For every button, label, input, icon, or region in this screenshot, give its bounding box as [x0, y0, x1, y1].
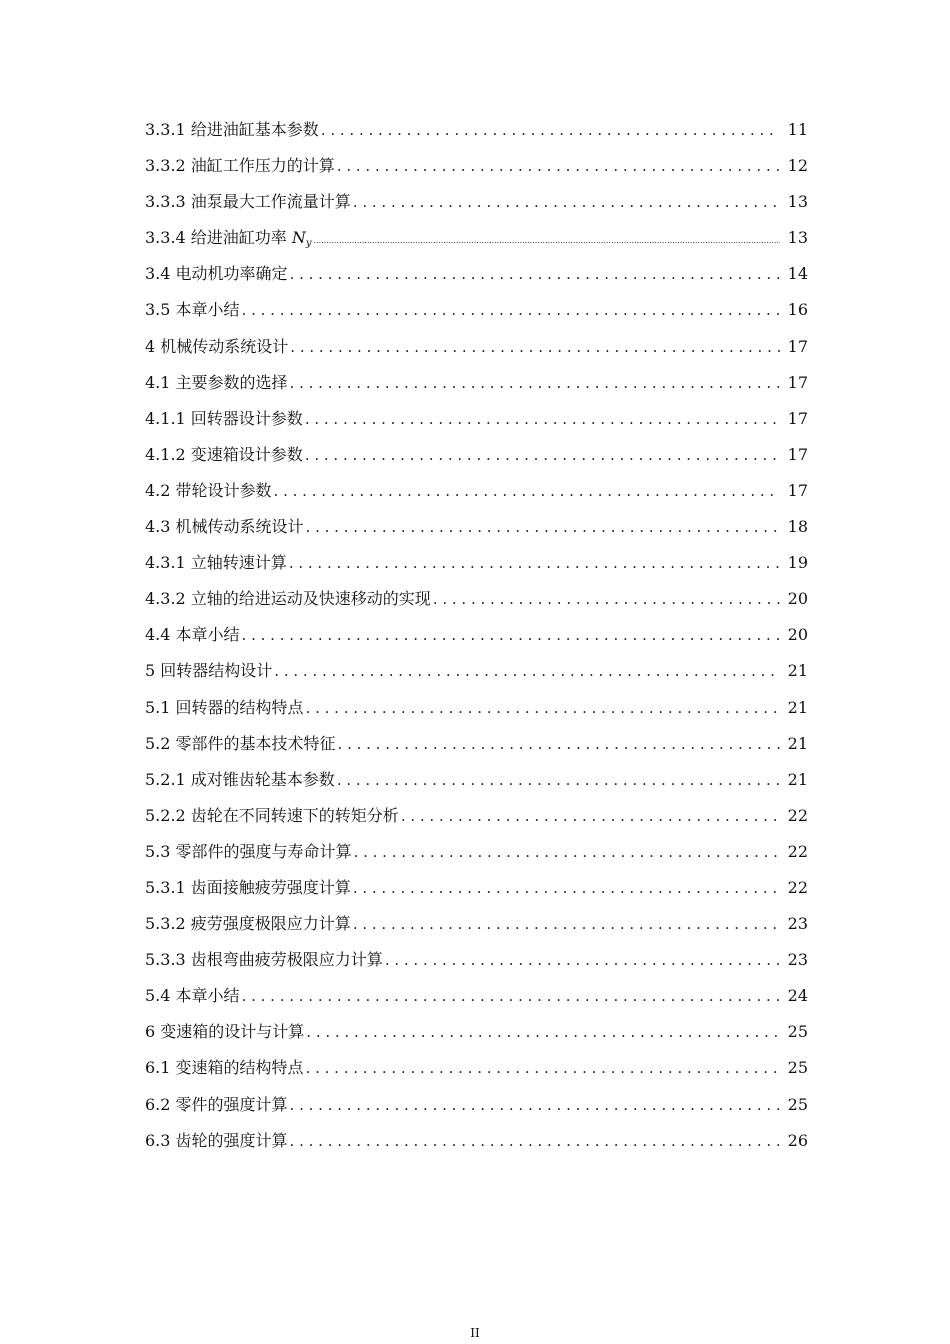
toc-entry-label: 5.1 回转器的结构特点: [145, 697, 304, 717]
toc-entry-page: 22: [787, 877, 808, 897]
toc-leader-dots: [433, 581, 780, 617]
toc-entry-label: 5.2.2 齿轮在不同转速下的转矩分析: [145, 805, 399, 825]
toc-entry-page: 23: [787, 914, 808, 934]
toc-entry[interactable]: [145, 148, 808, 184]
toc-entry-page: 13: [787, 228, 808, 248]
toc-leader-dots: [306, 509, 780, 545]
toc-entry-page: 22: [787, 805, 808, 825]
toc-entry-label: 4.3.1 立轴转速计算: [145, 553, 287, 573]
toc-entry-page: 17: [787, 480, 808, 500]
toc-entry-page: 18: [787, 517, 808, 537]
toc-entry-label: 3.5 本章小结: [145, 300, 240, 320]
toc-entry-label: 3.3.2 油缸工作压力的计算: [145, 156, 335, 176]
toc-leader-dots: [242, 978, 780, 1014]
toc-leader-dots: [401, 798, 780, 834]
toc-entry-page: 11: [787, 120, 808, 139]
toc-leader-dots: [242, 292, 780, 328]
toc-entry[interactable]: [145, 834, 808, 870]
toc-entry[interactable]: [145, 256, 808, 292]
toc-entry-label: 5.2.1 成对锥齿轮基本参数: [145, 769, 335, 789]
toc-leader-dots: [290, 329, 780, 365]
toc-leader-dots: [353, 184, 780, 220]
toc-entry[interactable]: [145, 762, 808, 798]
toc-entry-label: 5.3.2 疲劳强度极限应力计算: [145, 914, 351, 934]
toc-entry-label-text: 3.3.4 给进油缸功率: [145, 228, 292, 248]
toc-entry-page: 20: [787, 589, 808, 609]
toc-entry[interactable]: [145, 365, 808, 401]
toc-entry-label: 4.1 主要参数的选择: [145, 372, 288, 392]
toc-entry-page: 24: [787, 986, 808, 1006]
toc-entry[interactable]: [145, 401, 808, 437]
toc-entry-label: 4.2 带轮设计参数: [145, 480, 272, 500]
page-number: II: [470, 1326, 480, 1340]
table-of-contents: [145, 112, 808, 1159]
toc-entry-label: 3.4 电动机功率确定: [145, 264, 288, 284]
toc-leader-dots: [306, 1014, 780, 1050]
toc-leader-dots: [274, 653, 780, 689]
toc-entry[interactable]: [145, 978, 808, 1014]
toc-leader-dots: [289, 545, 780, 581]
toc-entry[interactable]: [145, 437, 808, 473]
toc-entry-label: 4.3.2 立轴的给进运动及快速移动的实现: [145, 589, 431, 609]
toc-entry-page: 12: [787, 156, 808, 176]
toc-entry-page: 22: [787, 841, 808, 861]
toc-entry[interactable]: [145, 690, 808, 726]
toc-entry-page: 17: [787, 372, 808, 392]
toc-entry-label: 4 机械传动系统设计: [145, 336, 289, 356]
toc-entry-label: 4.1.1 回转器设计参数: [145, 408, 303, 428]
toc-entry[interactable]: [145, 581, 808, 617]
toc-entry[interactable]: [145, 184, 808, 220]
toc-entry[interactable]: [145, 1050, 808, 1086]
math-subscript: y: [305, 238, 312, 250]
toc-leader-dots: [274, 473, 780, 509]
toc-entry-label: 4.4 本章小结: [145, 625, 240, 645]
math-symbol: N: [291, 228, 306, 248]
toc-entry[interactable]: [145, 617, 808, 653]
toc-leader-dots: [353, 870, 780, 906]
toc-entry[interactable]: [145, 942, 808, 978]
toc-entry-page: 21: [787, 769, 808, 789]
toc-entry-label: [145, 220, 312, 259]
toc-entry[interactable]: [145, 798, 808, 834]
toc-entry-page: 23: [787, 950, 808, 970]
toc-entry[interactable]: [145, 653, 808, 689]
toc-entry[interactable]: [145, 220, 808, 256]
toc-leader-dots: [305, 437, 780, 473]
toc-entry-page: 21: [787, 661, 808, 681]
toc-entry-page: 20: [787, 625, 808, 645]
toc-leader-dots: [321, 112, 780, 148]
toc-entry-page: 16: [787, 300, 808, 320]
toc-leader-dots: [290, 1087, 780, 1123]
toc-entry-page: 14: [787, 264, 808, 284]
toc-leader-dots: [306, 1050, 780, 1086]
toc-entry-page: 25: [787, 1022, 808, 1042]
toc-leader-dots: [338, 726, 780, 762]
toc-entry-label: 5.3.3 齿根弯曲疲劳极限应力计算: [145, 950, 383, 970]
toc-entry[interactable]: [145, 1123, 808, 1159]
toc-entry-label: 5.4 本章小结: [145, 986, 240, 1006]
toc-entry[interactable]: [145, 1087, 808, 1123]
toc-entry[interactable]: [145, 292, 808, 328]
toc-entry-label: 6.3 齿轮的强度计算: [145, 1130, 288, 1150]
toc-entry-label: 3.3.3 油泵最大工作流量计算: [145, 192, 351, 212]
toc-entry[interactable]: [145, 906, 808, 942]
toc-entry[interactable]: [145, 870, 808, 906]
toc-entry-label: 6 变速箱的设计与计算: [145, 1022, 305, 1042]
toc-leader-dots: [290, 365, 780, 401]
toc-entry[interactable]: [145, 112, 808, 148]
toc-leader-dots: [337, 762, 780, 798]
toc-leader-dots: [290, 256, 780, 292]
toc-entry-page: 17: [787, 408, 808, 428]
toc-leader-dots: [353, 906, 780, 942]
toc-leader-dots: [242, 617, 780, 653]
toc-entry-label: 5.2 零部件的基本技术特征: [145, 733, 336, 753]
toc-entry-page: 19: [787, 553, 808, 573]
toc-entry-label: 4.1.2 变速箱设计参数: [145, 444, 303, 464]
toc-entry-page: 26: [787, 1130, 808, 1150]
toc-leader-dots: [337, 148, 780, 184]
toc-entry-label: 6.1 变速箱的结构特点: [145, 1058, 304, 1078]
toc-leader-dots: [314, 220, 780, 259]
toc-entry-label: 6.2 零件的强度计算: [145, 1094, 288, 1114]
toc-leader-dots: [305, 401, 780, 437]
toc-entry[interactable]: [145, 1014, 808, 1050]
toc-entry[interactable]: [145, 509, 808, 545]
toc-leader-dots: [290, 1123, 780, 1159]
toc-leader-dots: [385, 942, 780, 978]
toc-entry-label: 5 回转器结构设计: [145, 661, 273, 681]
toc-entry-label: 3.3.1 给进油缸基本参数: [145, 120, 319, 139]
toc-entry-label: 5.3 零部件的强度与寿命计算: [145, 841, 352, 861]
toc-entry-page: 17: [787, 444, 808, 464]
toc-entry-page: 21: [787, 697, 808, 717]
toc-entry-page: 17: [787, 336, 808, 356]
toc-entry[interactable]: [145, 545, 808, 581]
toc-entry-label: 4.3 机械传动系统设计: [145, 517, 304, 537]
toc-entry-page: 25: [787, 1094, 808, 1114]
toc-leader-dots: [354, 834, 780, 870]
toc-entry[interactable]: [145, 726, 808, 762]
toc-leader-dots: [306, 690, 780, 726]
toc-entry-page: 21: [787, 733, 808, 753]
toc-entry[interactable]: [145, 329, 808, 365]
toc-entry-page: 13: [787, 192, 808, 212]
toc-entry[interactable]: [145, 473, 808, 509]
toc-entry-page: 25: [787, 1058, 808, 1078]
toc-entry-label: 5.3.1 齿面接触疲劳强度计算: [145, 877, 351, 897]
